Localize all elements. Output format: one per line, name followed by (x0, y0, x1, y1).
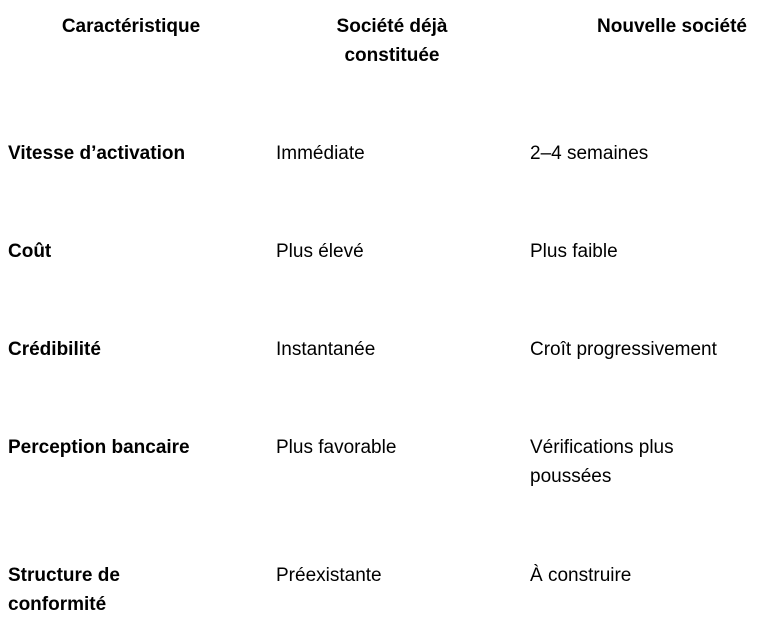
row-label-cost: Coût (8, 241, 52, 262)
row-existing-cost: Plus élevé (276, 241, 364, 262)
header-new-company: Nouvelle société (597, 16, 747, 37)
row-existing-compliance-structure: Préexistante (276, 565, 382, 586)
row-label-bank-perception: Perception bancaire (8, 437, 190, 458)
row-new-cost: Plus faible (530, 241, 618, 262)
row-existing-bank-perception: Plus favorable (276, 437, 397, 458)
row-label-compliance-structure: Structure de conformité (8, 565, 120, 615)
header-existing-company: Société déjà constituée (336, 16, 448, 66)
row-existing-credibility: Instantanée (276, 339, 376, 360)
row-label-credibility: Crédibilité (8, 339, 101, 360)
row-existing-activation-speed: Immédiate (276, 143, 365, 164)
row-label-activation-speed: Vitesse d’activation (8, 143, 186, 164)
row-new-compliance-structure: À construire (530, 565, 632, 586)
row-new-bank-perception: Vérifications plus poussées (530, 437, 674, 487)
row-new-credibility: Croît progressivement (530, 339, 717, 360)
row-new-activation-speed: 2–4 semaines (530, 143, 649, 164)
header-characteristic: Caractéristique (61, 16, 201, 37)
